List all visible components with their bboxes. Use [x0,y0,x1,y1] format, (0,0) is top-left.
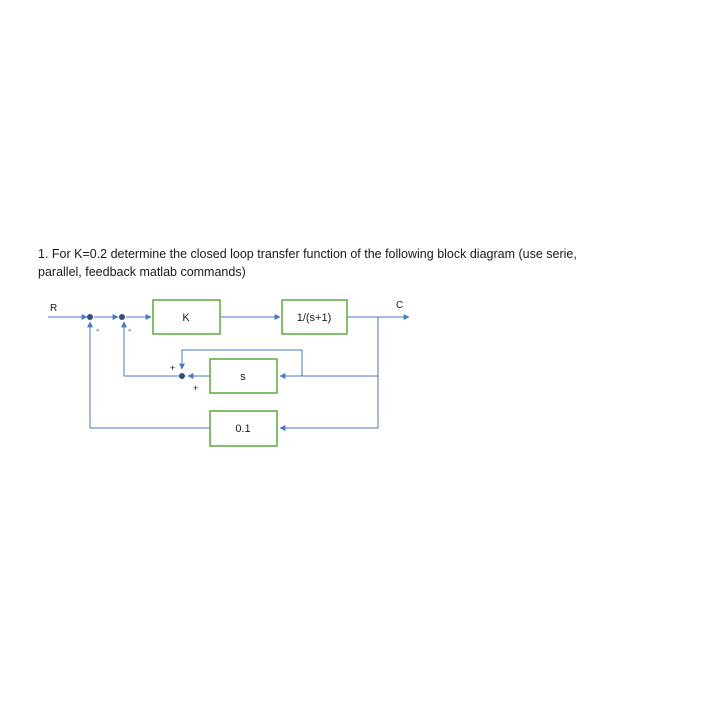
sum-junction-1 [87,314,93,320]
sum-junction-3 [179,373,185,379]
block-gain-label: 0.1 [235,423,251,435]
question-line-2: parallel, feedback matlab commands) [38,265,246,279]
block-s-label: s [240,371,246,383]
sum-junction-2 [119,314,125,320]
question-line-1: 1. For K=0.2 determine the closed loop transfer function of the following block diagram (use serie, [38,247,577,261]
sum3-sign-bottom: + [193,383,199,393]
block-k-label: K [182,312,190,324]
line-gain-to-sum1 [90,322,210,428]
input-label: R [50,303,58,314]
sum3-sign-top: + [170,363,176,373]
sum2-sign: - [128,325,132,336]
block-plant-label: 1/(s+1) [296,312,332,324]
output-label: C [396,300,404,311]
sum1-sign: - [96,325,100,336]
